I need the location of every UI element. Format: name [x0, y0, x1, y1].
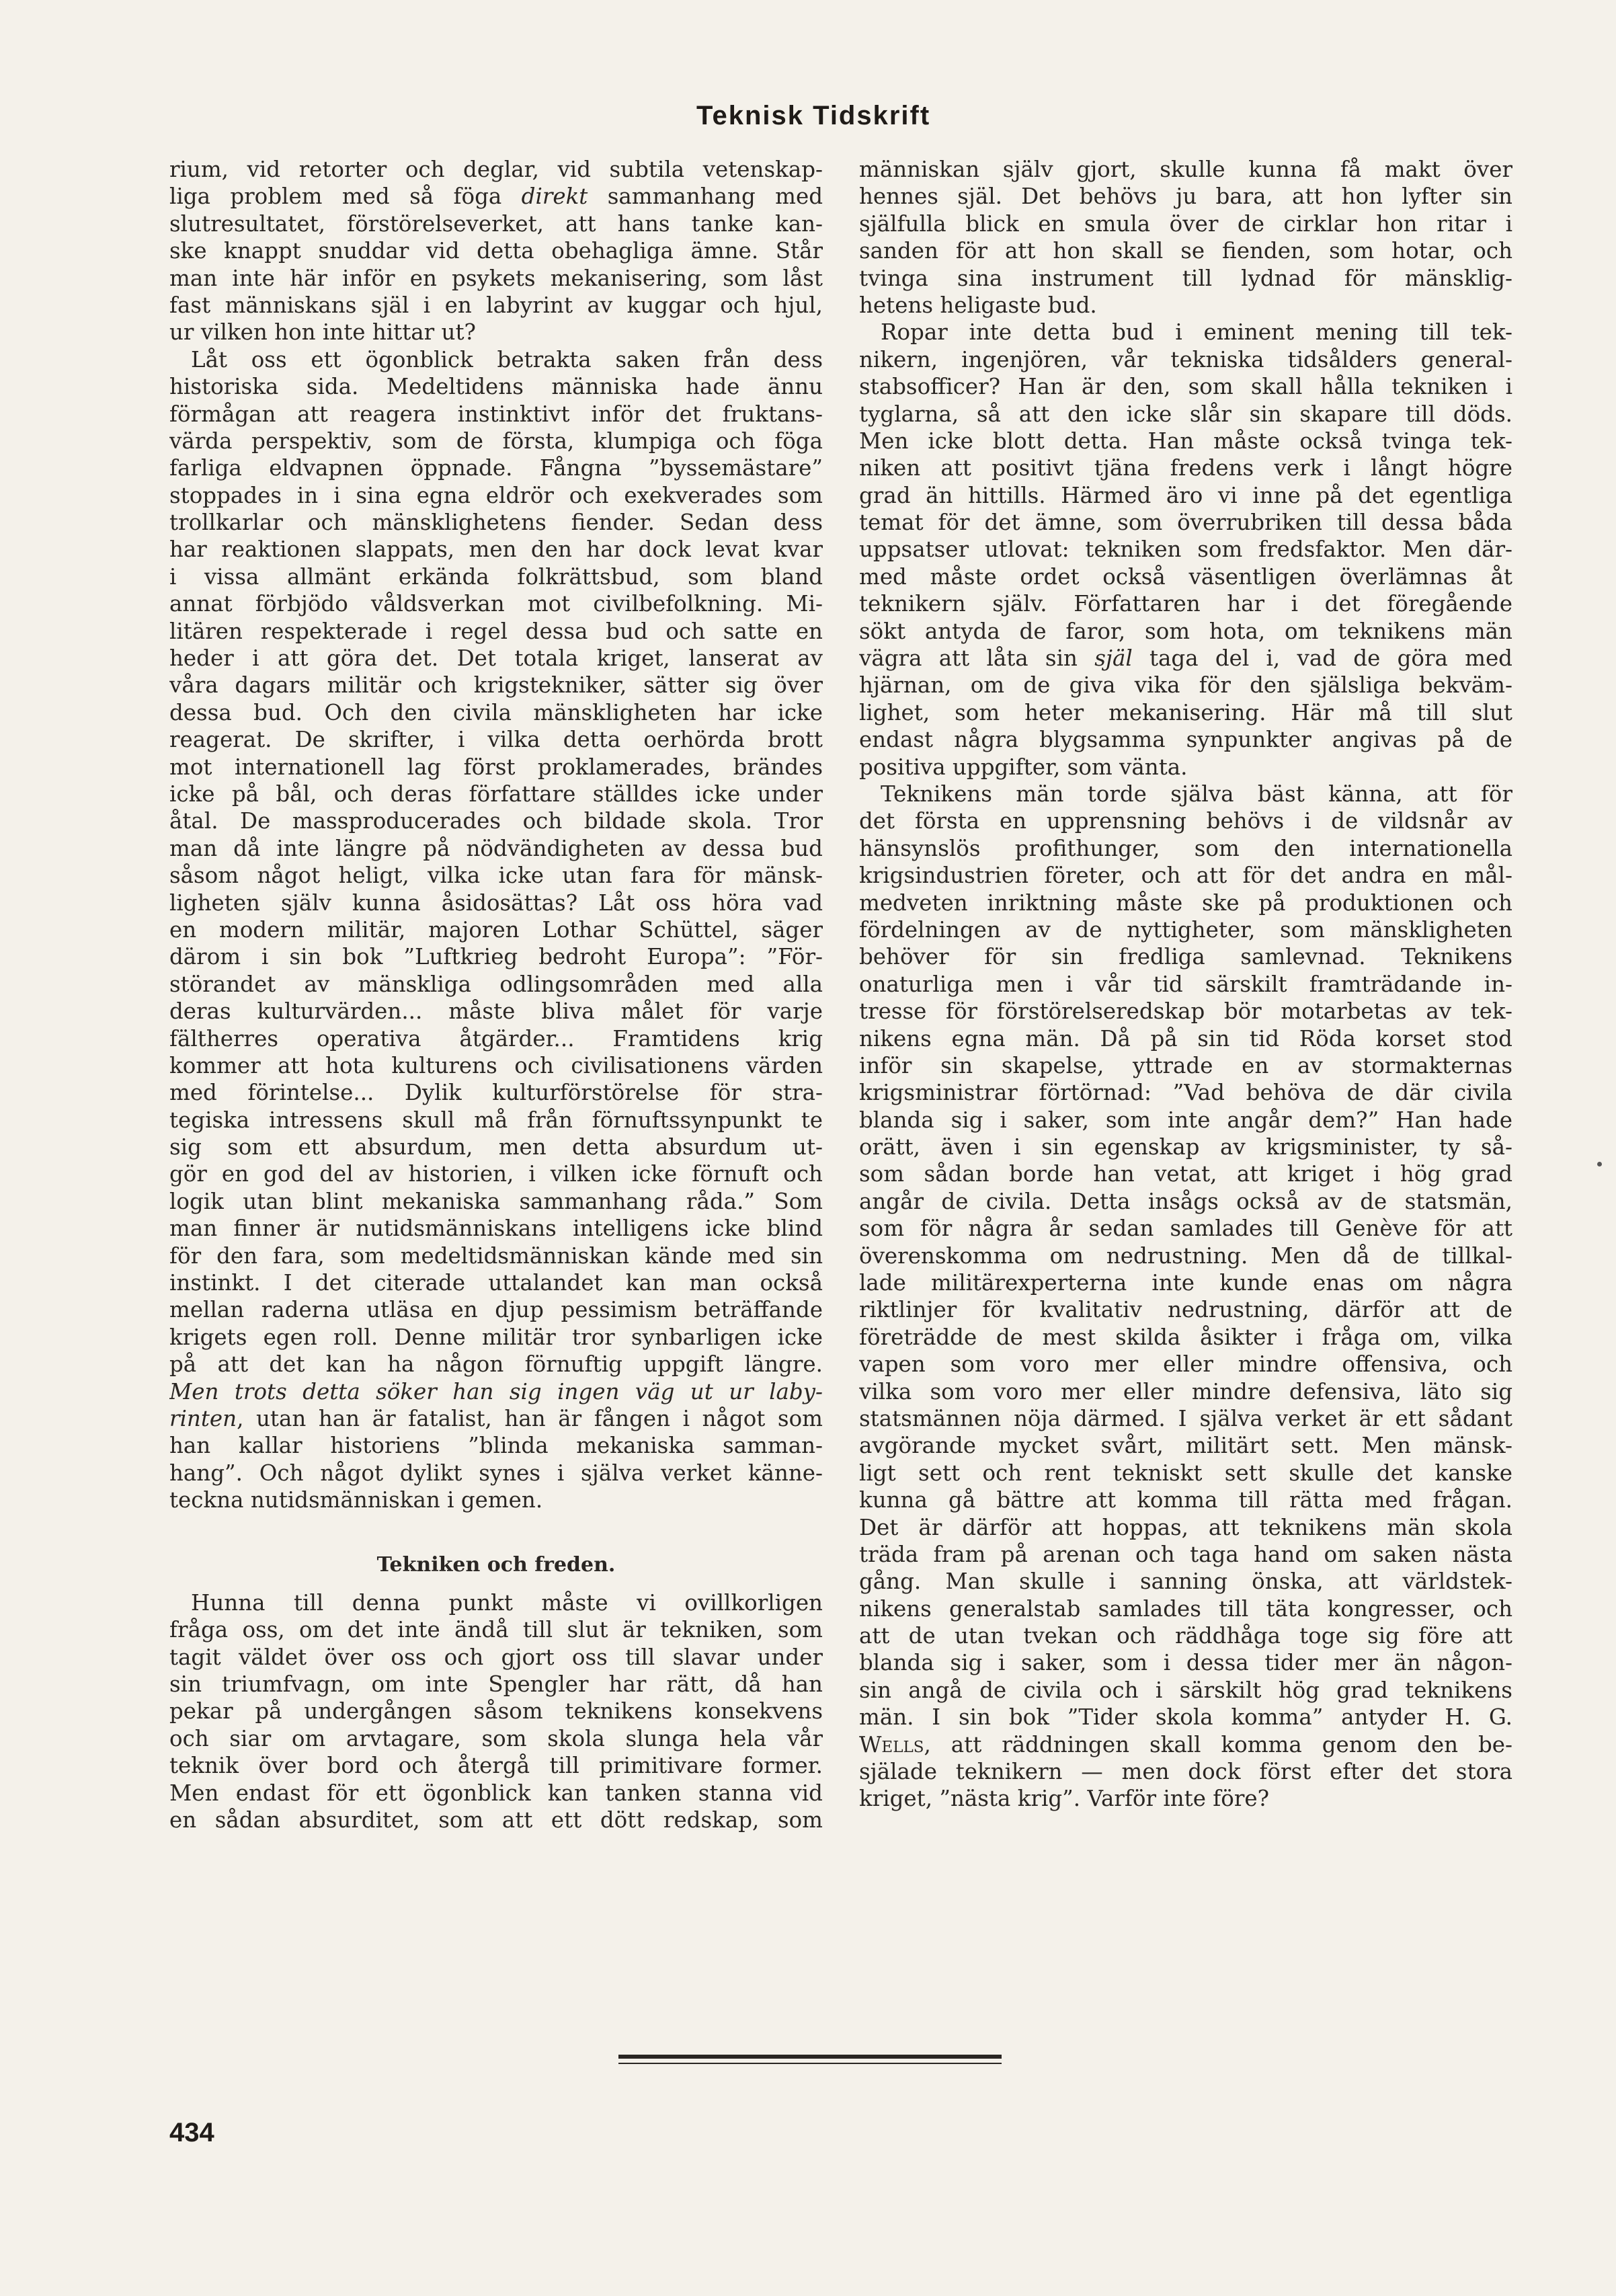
text-line: krigsministrar förtörnad: ”Vad behöva de där civila	[859, 1080, 1512, 1106]
text-line: man då inte längre på nödvändigheten av dessa bud	[169, 835, 823, 861]
text-line: stoppades in i sina egna eldrör och exekverades som	[169, 482, 823, 508]
text-line: i vissa allmänt erkända folkrättsbud, som bland	[169, 563, 823, 590]
text-line: därom i sin bok ”Luftkrieg bedroht Europa”: ”För-	[169, 944, 823, 970]
text-line: deras kulturvärden... måste bliva målet för varje	[169, 998, 823, 1025]
right-column	[859, 156, 1512, 1813]
text-line: förmågan att reagera instinktivt inför det fruktans-	[169, 401, 823, 427]
text-line: riktlinjer för kvalitativ nedrustning, därför att de	[859, 1297, 1512, 1323]
text-line: teknik över bord och återgå till primitivare former.	[169, 1753, 823, 1779]
text-line: Det är därför att hoppas, att teknikens män skola	[859, 1514, 1512, 1540]
text-line: en sådan absurditet, som att ett dött redskap, som	[169, 1807, 823, 1833]
left-paragraph-2	[169, 346, 823, 1514]
text-line: och siar om arvtagare, som skola slunga hela vår	[169, 1725, 823, 1751]
text-line: angår de civila. Detta insågs också av de statsmän,	[859, 1188, 1512, 1214]
text-line: behöver för sin fredliga samlevnad. Teknikens	[859, 944, 1512, 970]
print-speck	[1597, 1162, 1602, 1166]
text-line: som för några år sedan samlades till Genève för att	[859, 1216, 1512, 1242]
text-line: överenskomma om nedrustning. Men då de tillkal-	[859, 1242, 1512, 1269]
text-line: Låt oss ett ögonblick betrakta saken från dess	[191, 346, 823, 372]
text-line: uppsatser utlovat: tekniken som fredsfaktor. Men där-	[859, 537, 1512, 563]
text-line: kunna gå bättre att komma till rätta med frågan.	[859, 1487, 1512, 1513]
text-line: positiva uppgifter, som vänta.	[859, 754, 1188, 780]
text-line: sin angå de civila och i särskilt hög grad teknikens	[859, 1677, 1512, 1703]
text-line: en modern militär, majoren Lothar Schüttel, säger	[169, 916, 823, 943]
text-line: grad än hittills. Härmed äro vi inne på det egentliga	[859, 482, 1512, 508]
text-line: fråga oss, om det inte ändå till slut är tekniken, som	[169, 1617, 823, 1643]
text-line: för den fara, som medeltidsmänniskan kände med sin	[169, 1242, 823, 1269]
text-line: instinkt. I det citerade uttalandet kan man också	[169, 1270, 823, 1296]
text-line: fast människans själ i en labyrint av kuggar och hjul,	[169, 292, 823, 318]
text-line: kriget, ”nästa krig”. Varför inte före?	[859, 1786, 1270, 1812]
text-line: tvinga sina instrument till lydnad för mänsklig-	[859, 265, 1512, 291]
right-paragraph-2	[859, 319, 1512, 781]
text-line: man inte här inför en psykets mekanisering, som låst	[169, 265, 823, 291]
text-line: teckna nutidsmänniskan i gemen.	[169, 1487, 543, 1513]
text-line: nikern, ingenjören, vår tekniska tidsålders general-	[859, 346, 1512, 372]
text-line: människan själv gjort, skulle kunna få makt över	[859, 157, 1512, 182]
text-line: Hunna till denna punkt måste vi ovillkorligen	[191, 1589, 823, 1616]
text-line: Men endast för ett ögonblick kan tanken stanna vid	[169, 1780, 823, 1806]
text-line: ligheten själv kunna åsidosättas? Låt oss höra vad	[169, 889, 823, 916]
text-line: sökt antyda de faror, som hota, om teknikens män	[859, 618, 1512, 644]
text-line: medveten inriktning måste ske på produktionen och	[859, 889, 1512, 916]
text-line: kommer att hota kulturens och civilisationens värden	[169, 1052, 823, 1078]
right-paragraph-3	[859, 781, 1512, 1813]
text-line: hjärnan, om de giva vika för den själsliga bekväm-	[859, 672, 1512, 699]
text-line: lighet, som heter mekanisering. Här må till slut	[859, 699, 1512, 725]
text-line: heder i att göra det. Det totala kriget, lanserat av	[169, 645, 823, 672]
text-line: rinten, utan han är fatalist, han är fången i något som	[169, 1405, 823, 1431]
text-line: temat för det ämne, som överrubriken till dessa båda	[859, 510, 1512, 536]
text-line: ske knappt snuddar vid detta obehagliga ämne. Står	[169, 238, 823, 264]
text-line: Ropar inte detta bud i eminent mening till tek-	[881, 319, 1512, 346]
text-line: historiska sida. Medeltidens människa hade ännu	[169, 374, 823, 400]
section-heading: Tekniken och freden.	[376, 1552, 616, 1577]
text-line: ligt sett och rent tekniskt sett skulle det kanske	[859, 1460, 1512, 1486]
text-line: Teknikens män torde själva bäst känna, att för	[881, 781, 1512, 807]
text-line: åtal. De massproducerades och bildade skola. Tror	[169, 808, 823, 834]
text-line: med förintelse... Dylik kulturförstörelse för stra-	[169, 1080, 823, 1106]
text-line: män. I sin bok ”Tider skola komma” antyder H. G.	[859, 1704, 1512, 1731]
text-line: har reaktionen slappats, men den har dock levat kvar	[169, 537, 823, 563]
text-line: icke på bål, och deras författare ställdes icke under	[169, 781, 823, 807]
text-line: rium, vid retorter och deglar, vid subtila vetenskap-	[169, 157, 823, 182]
text-line: värda perspektiv, som de första, klumpiga och föga	[169, 428, 823, 454]
text-line: på att det kan ha någon förnuftig uppgift längre.	[169, 1351, 823, 1378]
text-line: hang”. Och något dylikt synes i själva verket känne-	[169, 1460, 823, 1486]
text-line: med måste ordet också väsentligen överlämnas åt	[859, 563, 1512, 590]
text-line: sanden för att hon skall se fienden, som hotar, och	[859, 238, 1512, 264]
text-line: inför sin skapelse, yttrade en av stormakternas	[859, 1052, 1512, 1078]
text-line: blanda sig i saker, som inte angår dem?” Han hade	[859, 1107, 1512, 1133]
text-line: krigsindustrien företer, och att för det andra en mål-	[859, 863, 1512, 889]
text-line: det första en upprensning behövs i de vildsnår av	[859, 808, 1512, 834]
text-line: störandet av mänskliga odlingsområden med alla	[169, 971, 823, 997]
text-line: att de utan tvekan och räddhåga toge sig före att	[859, 1623, 1512, 1649]
text-line: träda fram på arenan och taga hand om saken nästa	[859, 1541, 1512, 1567]
text-line: själade teknikern — men dock först efter det stora	[859, 1759, 1512, 1785]
text-line: onaturliga men i vår tid särskilt framträdande in-	[859, 971, 1512, 997]
text-line: gång. Man skulle i sanning önska, att världstek-	[859, 1569, 1512, 1595]
left-paragraph-3	[169, 1589, 823, 1834]
text-line: annat förbjödo våldsverkan mot civilbefolkning. Mi-	[169, 591, 823, 617]
text-line: tresse för förstörelseredskap bör motarbetas av tek-	[859, 998, 1512, 1025]
text-line: krigets egen roll. Denne militär tror synbarligen icke	[169, 1324, 823, 1350]
text-line: mot internationell lag först proklamerades, brändes	[169, 754, 823, 780]
end-rule-thick	[618, 2055, 1002, 2059]
text-line: litären respekterade i regel dessa bud och satte en	[169, 618, 823, 644]
text-line: niken att positivt tjäna fredens verk i långt högre	[859, 455, 1512, 481]
text-line: endast några blygsamma synpunkter angivas på de	[859, 727, 1512, 753]
text-line: gör en god del av historien, i vilken icke förnuft och	[169, 1161, 823, 1187]
left-paragraph-1	[169, 156, 823, 346]
right-paragraph-1	[859, 156, 1512, 319]
text-line: farliga eldvapnen öppnade. Fångna ”byssemästare”	[169, 455, 823, 481]
text-line: hänsynslös profithunger, som den internationella	[859, 835, 1512, 861]
text-line: mellan raderna utläsa en djup pessimism beträffande	[169, 1297, 823, 1323]
text-line: orätt, även i sin egenskap av krigsminister, ty så-	[859, 1134, 1512, 1160]
text-line: företrädde de mest skilda åsikter i fråga om, vilka	[859, 1324, 1512, 1350]
left-column	[169, 156, 823, 1833]
text-line: Men icke blott detta. Han måste också tvinga tek-	[859, 428, 1512, 454]
text-line: ur vilken hon inte hittar ut?	[169, 319, 476, 346]
text-line: fördelningen av de nyttigheter, som mänskligheten	[859, 916, 1512, 943]
text-line: nikens generalstab samlades till täta kongresser, och	[859, 1595, 1512, 1622]
text-line: våra dagars militär och krigstekniker, sätter sig över	[169, 672, 823, 699]
text-line: trollkarlar och mänsklighetens fiender. Sedan dess	[169, 510, 823, 536]
text-line: vägra att låta sin själ taga del i, vad de göra med	[859, 645, 1512, 672]
text-line: dessa bud. Och den civila mänskligheten har icke	[169, 699, 823, 725]
text-line: tegiska intressens skull må från förnuftssynpunkt te	[169, 1107, 823, 1133]
text-line: sig som ett absurdum, men detta absurdum ut-	[169, 1134, 823, 1160]
text-line: lade militärexperterna inte kunde enas om några	[859, 1270, 1512, 1296]
text-line: nikens egna män. Då på sin tid Röda korset stod	[859, 1025, 1512, 1052]
text-line: fältherres operativa åtgärder... Framtidens krig	[169, 1025, 823, 1052]
text-line: tyglarna, så att den icke slår sin skapare till döds.	[859, 401, 1512, 427]
end-rule-thin	[618, 2063, 1002, 2064]
text-line: tagit väldet över oss och gjort oss till slavar under	[169, 1644, 823, 1670]
text-line: sin triumfvagn, om inte Spengler har rätt, då han	[169, 1671, 823, 1698]
text-line: såsom något heligt, vilka icke utan fara för mänsk-	[169, 863, 823, 889]
text-line: avgörande mycket svårt, militärt sett. Men mänsk-	[859, 1433, 1512, 1459]
text-line: slutresultatet, förstörelseverket, att hans tanke kan-	[169, 210, 823, 237]
text-line: logik utan blint mekaniska sammanhang råda.” Som	[169, 1188, 823, 1214]
text-line: vapen som voro mer eller mindre offensiva, och	[859, 1351, 1512, 1378]
text-line: han kallar historiens ”blinda mekaniska samman-	[169, 1433, 823, 1459]
text-line: liga problem med så föga direkt sammanhang med	[169, 184, 823, 210]
text-line: stabsofficer? Han är den, som skall hålla tekniken i	[859, 374, 1512, 400]
text-line: själfulla blick en smula över de cirklar hon ritar i	[859, 210, 1512, 237]
text-line: blanda sig i saker, som i dessa tider mer än någon-	[859, 1650, 1512, 1676]
page-number: 434	[169, 2118, 214, 2147]
text-line: statsmännen nöja därmed. I själva verket är ett sådant	[859, 1405, 1512, 1431]
text-line: teknikern själv. Författaren har i det föregående	[859, 591, 1512, 617]
journal-running-header: Teknisk Tidskrift	[696, 101, 931, 130]
text-line: reagerat. De skrifter, i vilka detta oerhörda brott	[169, 727, 823, 753]
text-line: pekar på undergången såsom teknikens konsekvens	[169, 1698, 823, 1725]
text-line: Men trots detta söker han sig ingen väg ut ur laby-	[169, 1378, 823, 1404]
text-line: vilka som voro mer eller mindre defensiva, läto sig	[859, 1378, 1512, 1404]
text-line: Wells, att räddningen skall komma genom den be-	[859, 1731, 1512, 1757]
text-line: man finner är nutidsmänniskans intelligens icke blind	[169, 1216, 823, 1242]
text-line: hennes själ. Det behövs ju bara, att hon lyfter sin	[859, 184, 1512, 210]
text-line: hetens heligaste bud.	[859, 292, 1097, 318]
text-line: som sådan borde han vetat, att kriget i hög grad	[859, 1161, 1512, 1187]
